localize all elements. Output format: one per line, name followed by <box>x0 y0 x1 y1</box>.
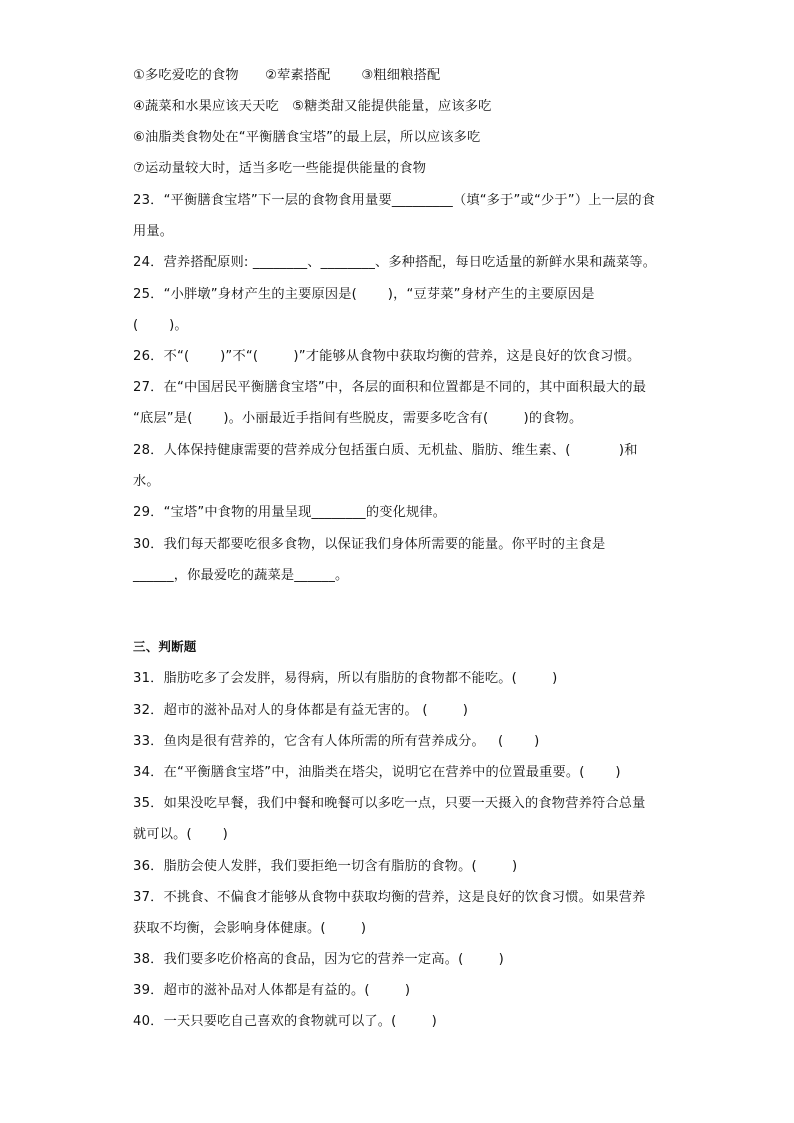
question-36: 36．脂肪会使人发胖，我们要拒绝一切含有脂肪的食物。( ) <box>133 859 518 874</box>
question-38: 38．我们要多吃价格高的食品，因为它的营养一定高。( ) <box>133 952 504 967</box>
option-line: ①多吃爱吃的食物 ②荤素搭配 ③粗细粮搭配 <box>133 68 441 83</box>
question-23: 23．“平衡膳食宝塔”下一层的食物食用量要_________（填“多于”或“少于”）上一层的食 <box>133 193 656 208</box>
option-line: ⑦运动量较大时，适当多吃一些能提供能量的食物 <box>133 161 427 176</box>
question-24: 24．营养搭配原则: ________、________、多种搭配，每日吃适量的新鲜水果和蔬菜等。 <box>133 255 657 270</box>
question-39: 39．超市的滋补品对人体都是有益的。( ) <box>133 983 411 998</box>
section-title: 三、判断题 <box>133 639 197 654</box>
question-23-cont: 用量。 <box>133 224 174 239</box>
question-25: 25．“小胖墩”身材产生的主要原因是( )，“豆芽菜”身材产生的主要原因是 <box>133 287 595 302</box>
question-37: 37．不挑食、不偏食才能够从食物中获取均衡的营养，这是良好的饮食习惯。如果营养 <box>133 890 646 905</box>
question-35: 35．如果没吃早餐，我们中餐和晚餐可以多吃一点，只要一天摄入的食物营养符合总量 <box>133 796 646 811</box>
question-28: 28．人体保持健康需要的营养成分包括蛋白质、无机盐、脂肪、维生素、( )和 <box>133 443 638 458</box>
question-29: 29．“宝塔”中食物的用量呈现________的变化规律。 <box>133 505 447 520</box>
question-26: 26．不“( )”不“( )”才能够从食物中获取均衡的营养，这是良好的饮食习惯。 <box>133 349 641 364</box>
question-35-cont: 就可以。( ) <box>133 827 228 842</box>
question-30: 30．我们每天都要吃很多食物，以保证我们身体所需要的能量。你平时的主食是 <box>133 537 606 552</box>
question-25-cont: ( )。 <box>133 318 188 333</box>
question-31: 31．脂肪吃多了会发胖，易得病，所以有脂肪的食物都不能吃。( ) <box>133 671 558 686</box>
option-line: ④蔬菜和水果应该天天吃 ⑤糖类甜又能提供能量，应该多吃 <box>133 99 492 114</box>
question-27: 27．在“中国居民平衡膳食宝塔”中，各层的面积和位置都是不同的，其中面积最大的最 <box>133 380 647 395</box>
question-27-cont: “底层”是( )。小丽最近手指间有些脱皮，需要多吃含有( )的食物。 <box>133 411 583 426</box>
question-32: 32．超市的滋补品对人的身体都是有益无害的。 ( ) <box>133 703 469 718</box>
question-28-cont: 水。 <box>133 474 160 489</box>
question-34: 34．在“平衡膳食宝塔”中，油脂类在塔尖，说明它在营养中的位置最重要。( ) <box>133 765 621 780</box>
question-37-cont: 获取不均衡，会影响身体健康。( ) <box>133 921 367 936</box>
option-line: ⑥油脂类食物处在“平衡膳食宝塔”的最上层，所以应该多吃 <box>133 130 481 145</box>
question-30-cont: ______，你最爱吃的蔬菜是______。 <box>133 568 349 583</box>
question-33: 33．鱼肉是很有营养的，它含有人体所需的所有营养成分。 ( ) <box>133 734 540 749</box>
question-40: 40．一天只要吃自己喜欢的食物就可以了。( ) <box>133 1014 437 1029</box>
